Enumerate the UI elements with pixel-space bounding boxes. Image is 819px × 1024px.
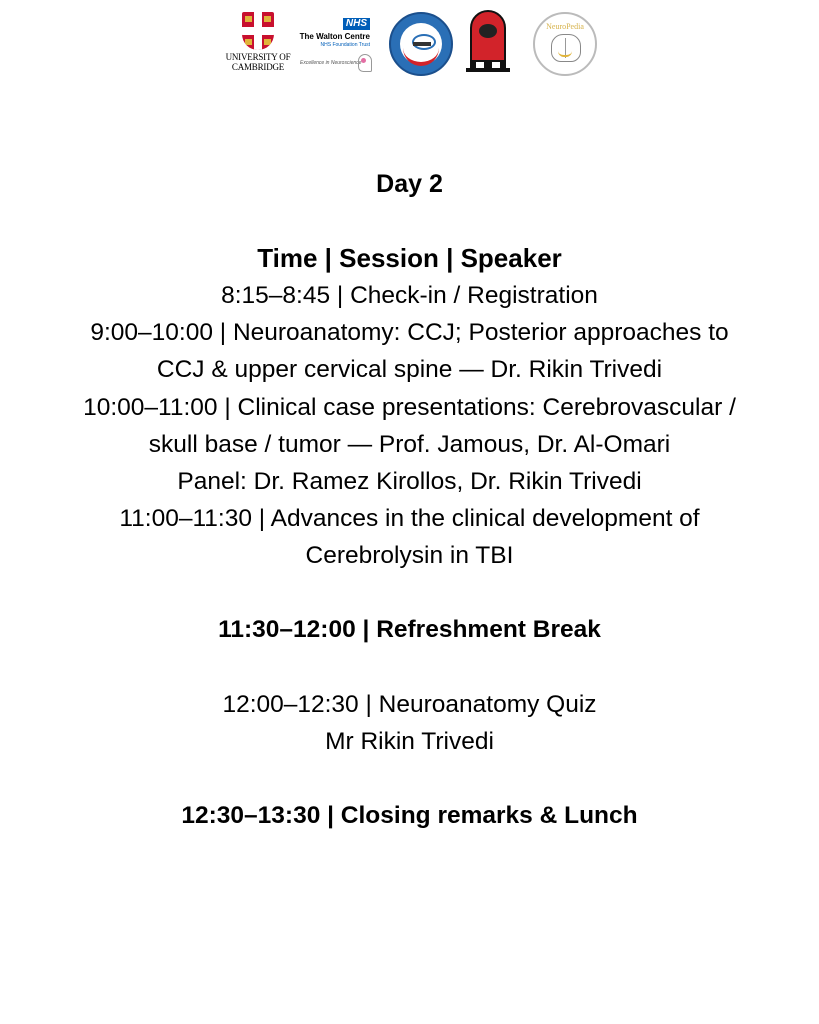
- schedule-line: Cerebrolysin in TBI: [305, 542, 514, 569]
- brain-icon: [551, 34, 581, 62]
- closing-session: 12:30–13:30 | Closing remarks & Lunch: [181, 802, 638, 829]
- schedule-line: Panel: Dr. Ramez Kirollos, Dr. Rikin Trivedi: [177, 468, 642, 495]
- cambridge-shield-icon: [242, 12, 274, 50]
- cambridge-logo-text: UNIVERSITY OF CAMBRIDGE: [225, 52, 291, 72]
- walton-tagline: Excellence in Neuroscience: [300, 60, 362, 66]
- logo-strip: [0, 8, 819, 78]
- head-profile-icon: [358, 54, 372, 72]
- schedule-header: Time | Session | Speaker: [257, 243, 562, 273]
- schedule-line: 11:00–11:30 | Advances in the clinical development of: [119, 505, 700, 532]
- walton-centre-logo: [300, 18, 372, 78]
- schedule-line: 9:00–10:00 | Neuroanatomy: CCJ; Posterior approaches to: [90, 319, 729, 346]
- schedule-line: 10:00–11:00 | Clinical case presentations: Cerebrovascular /: [83, 394, 736, 421]
- neuropedia-logo: [533, 12, 597, 76]
- refreshment-break: 11:30–12:00 | Refreshment Break: [218, 616, 601, 643]
- schedule-line: 8:15–8:45 | Check-in / Registration: [221, 282, 598, 309]
- cambridge-logo: [222, 12, 294, 82]
- quiz-speaker: Mr Rikin Trivedi: [325, 728, 494, 755]
- quiz-session: 12:00–12:30 | Neuroanatomy Quiz: [222, 691, 597, 718]
- day-title: Day 2: [376, 170, 443, 198]
- university-of-jordan-seal-icon: [389, 12, 453, 76]
- mutah-university-logo-icon: [466, 10, 510, 78]
- nhs-badge: NHS: [343, 18, 370, 30]
- schedule-line: skull base / tumor — Prof. Jamous, Dr. Al-Omari: [148, 431, 671, 458]
- walton-title: The Walton Centre: [299, 32, 370, 41]
- walton-subtitle: NHS Foundation Trust: [320, 42, 370, 48]
- schedule-line: CCJ & upper cervical spine — Dr. Rikin Trivedi: [156, 356, 663, 383]
- neuropedia-title: NeuroPedia: [546, 22, 584, 31]
